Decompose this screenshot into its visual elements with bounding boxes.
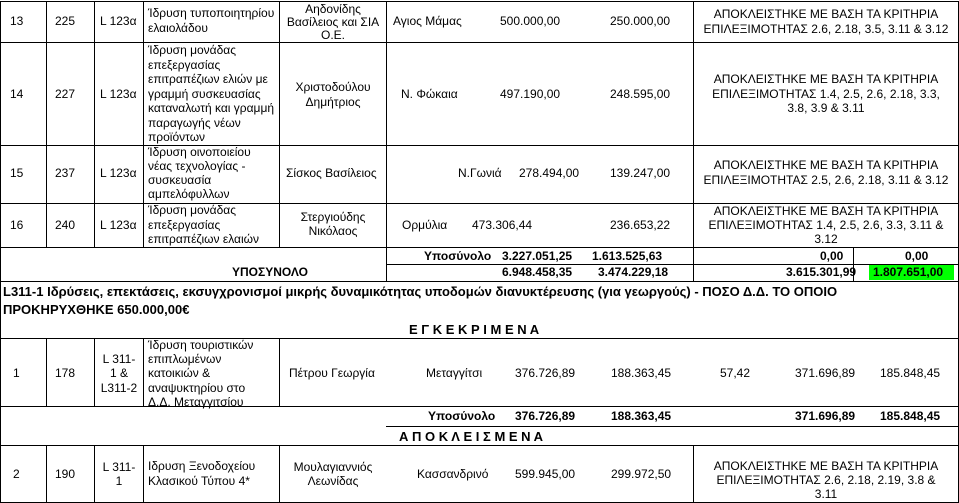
status-text: ΕΠΙΛΕΞΙΜΟΤΗΤΑΣ 1.4, 2.5, 2.6, 3.3, 3.11 & xyxy=(708,218,944,232)
subtotal-value: 371.696,89 xyxy=(795,409,856,423)
status-text: 3.11 xyxy=(814,487,838,501)
application-code: 227 xyxy=(55,87,76,101)
status-text: ΕΠΙΛΕΞΙΜΟΤΗΤΑΣ 2.6, 2.18, 3.5, 3.11 & 3.12 xyxy=(703,22,949,36)
action-line: καταναλωτή και γραμμή xyxy=(148,101,275,115)
status-text: 3.8, 3.9 & 3.11 xyxy=(787,101,865,115)
measure-axis: L 123α xyxy=(100,87,137,101)
budget-value: 278.494,00 xyxy=(519,166,580,180)
subtotal-public: 1.613.525,63 xyxy=(592,249,663,263)
subtotal-budget: 3.227.051,25 xyxy=(502,249,573,263)
status-text: ΑΠΟΚΛΕΙΣΤΗΚΕ ΜΕ ΒΑΣΗ ΤΑ ΚΡΙΤΗΡΙΑ xyxy=(713,72,939,86)
location: Αγιος Μάμας xyxy=(393,14,462,28)
measure-axis: L311-2 xyxy=(100,381,138,395)
subtotal-value: 0,00 xyxy=(820,249,844,263)
action-line: αναψυκτηρίου στο xyxy=(148,381,246,395)
status-text: ΑΠΟΚΛΕΙΣΤΗΚΕ ΜΕ ΒΑΣΗ ΤΑ ΚΡΙΤΗΡΙΑ xyxy=(713,204,939,218)
action-line: επιπλωμένων xyxy=(148,352,222,366)
action-line: Ίδρυση οινοποιείου xyxy=(148,145,251,159)
subtotal-budget: 376.726,89 xyxy=(515,409,576,423)
action-line: Ίδρυση μονάδας xyxy=(148,203,237,217)
grand-total-value: 1.807.651,00 xyxy=(873,265,944,279)
row-number: 14 xyxy=(10,87,24,101)
budget-value: 376.726,89 xyxy=(515,366,576,380)
public-expense-value: 188.363,45 xyxy=(611,366,672,380)
measure-axis: L 311- xyxy=(102,352,136,366)
row-number: 16 xyxy=(10,218,24,232)
action-line: Ίδρυση τυποποιητηρίου xyxy=(148,6,275,20)
measure-axis: L 311- xyxy=(102,460,136,474)
status-text: ΑΠΟΚΛΕΙΣΤΗΚΕ ΜΕ ΒΑΣΗ ΤΑ ΚΡΙΤΗΡΙΑ xyxy=(713,7,939,21)
subtotal-label: Υποσύνολο xyxy=(424,249,492,263)
location: Ν. Φώκαια xyxy=(401,87,458,101)
status-text: 3.12 xyxy=(814,232,838,246)
public-expense-value: 250.000,00 xyxy=(610,14,671,28)
action-line: Ίδρυση τουριστικών xyxy=(148,338,254,352)
application-code: 240 xyxy=(55,218,76,232)
row-number: 2 xyxy=(13,467,20,481)
status-text: ΕΠΙΛΕΞΙΜΟΤΗΤΑΣ 1.4, 2.5, 2.6, 2.18, 3.3, xyxy=(712,87,940,101)
action-line: παραγωγής νέων xyxy=(148,116,241,130)
applicant-name: Δημήτριος xyxy=(305,95,361,109)
row-number: 15 xyxy=(10,166,24,180)
status-text: ΕΠΙΛΕΞΙΜΟΤΗΤΑΣ 2.6, 2.18, 2.19, 3.8 & xyxy=(716,473,936,487)
action-line: γραμμή συσκευασίας xyxy=(148,87,261,101)
application-code: 178 xyxy=(55,366,76,380)
budget-value: 599.945,00 xyxy=(515,467,576,481)
location: Κασσανδρινό xyxy=(417,467,489,481)
public-expense-value: 139.247,00 xyxy=(610,166,671,180)
application-code: 225 xyxy=(55,14,76,28)
public-expense-value: 248.595,00 xyxy=(610,87,671,101)
grand-total-value: 3.615.301,99 xyxy=(786,265,857,279)
applicant-name: Αηδονίδης xyxy=(305,2,361,16)
applicant-name: Στεργιούδης xyxy=(300,210,366,224)
applicant-name: Σίσκος Βασίλειος xyxy=(286,166,377,180)
row-number: 1 xyxy=(13,366,20,380)
measure-axis: L 123α xyxy=(100,218,137,232)
action-line: νέας τεχνολογίας - xyxy=(148,159,246,173)
action-line: επεξεργασίας xyxy=(148,58,221,72)
measure-title-line: ΠΡΟΚΗΡΥΧΘΗΚΕ 650.000,00€ xyxy=(3,302,190,317)
subtotal-label: Υποσύνολο xyxy=(428,409,496,423)
action-line: αμπελόφυλλων xyxy=(148,187,230,201)
action-line: ελαιολάδου xyxy=(148,21,208,35)
budget-value: 497.190,00 xyxy=(500,87,561,101)
status-text: ΑΠΟΚΛΕΙΣΤΗΚΕ ΜΕ ΒΑΣΗ ΤΑ ΚΡΙΤΗΡΙΑ xyxy=(713,459,939,473)
budget-value: 500.000,00 xyxy=(500,14,561,28)
action-text: Ιδρυση Ξενοδοχείου Κλασικού Τύπου 4* xyxy=(148,459,256,488)
application-code: 190 xyxy=(55,467,76,481)
row-number: 13 xyxy=(10,14,24,28)
measure-axis: 1 & xyxy=(109,366,128,380)
applicant-name: Χριστοδούλου xyxy=(295,80,371,94)
action-line: προϊόντων xyxy=(148,130,206,144)
location: Ν.Γωνιά xyxy=(458,166,502,180)
measure-title-line: L311-1 Ιδρύσεις, επεκτάσεις, εκσυγχρονισμοί μικρής δυναμικότητας υποδομών διανυκτέρευσης (για γεωργούς) - ΠΟΣΟ Δ.Δ. ΤΟ ΟΠΟΙΟ xyxy=(3,284,838,299)
action-line: επεξεργασίας xyxy=(148,218,221,232)
applicant-name: Μουλαγιαννιός xyxy=(293,460,373,474)
section-heading-approved: Ε Γ Κ Ε Κ Ρ Ι Μ Ε Ν Α xyxy=(409,322,540,337)
subtotal-value: 0,00 xyxy=(905,249,929,263)
approved-public-value: 185.848,45 xyxy=(880,366,941,380)
measure-axis: L 123α xyxy=(100,14,137,28)
action-line: Δ.Δ. Μεταγγιτσίου xyxy=(148,395,244,409)
applicant-name: Λεωνίδας xyxy=(307,474,359,488)
status-text: ΑΠΟΚΛΕΙΣΤΗΚΕ ΜΕ ΒΑΣΗ ΤΑ ΚΡΙΤΗΡΙΑ xyxy=(713,158,939,172)
applicant-name: Ο.Ε. xyxy=(320,28,345,42)
action-line: συσκευασία xyxy=(148,173,212,187)
applicant-name: Βασίλειος και ΣΙΑ xyxy=(286,15,380,29)
measure-axis: 1 xyxy=(115,474,123,488)
action-line: Ίδρυση μονάδας xyxy=(148,43,237,57)
action-line: κατοικιών & xyxy=(148,366,211,380)
applicant-name: Νικόλαος xyxy=(308,224,358,238)
applicant-name: Πέτρου Γεωργία xyxy=(289,366,375,380)
application-code: 237 xyxy=(55,166,76,180)
grand-total-public: 3.474.229,18 xyxy=(598,265,669,279)
public-expense-value: 236.653,22 xyxy=(610,218,671,232)
public-expense-value: 299.972,50 xyxy=(611,467,672,481)
budget-value: 473.306,44 xyxy=(472,218,533,232)
grand-total-budget: 6.948.458,35 xyxy=(502,265,573,279)
measure-axis: L 123α xyxy=(100,166,137,180)
location: Μεταγγίτσι xyxy=(426,366,483,380)
score-value: 57,42 xyxy=(720,366,751,380)
section-heading-rejected: Α Π Ο Κ Λ Ε Ι Σ Μ Ε Ν Α xyxy=(399,429,544,444)
action-line: επιτραπέζιων ελαιών xyxy=(148,232,260,246)
action-line: επιτραπέζιων ελιών με xyxy=(148,72,268,86)
grand-total-label: ΥΠΟΣΥΝΟΛΟ xyxy=(232,265,308,279)
subtotal-public: 188.363,45 xyxy=(611,409,672,423)
status-text: ΕΠΙΛΕΞΙΜΟΤΗΤΑΣ 2.5, 2.6, 2.18, 3.11 & 3.12 xyxy=(703,173,949,187)
location: Ορμύλια xyxy=(402,218,448,232)
subtotal-value: 185.848,45 xyxy=(880,409,941,423)
approved-budget-value: 371.696,89 xyxy=(795,366,856,380)
